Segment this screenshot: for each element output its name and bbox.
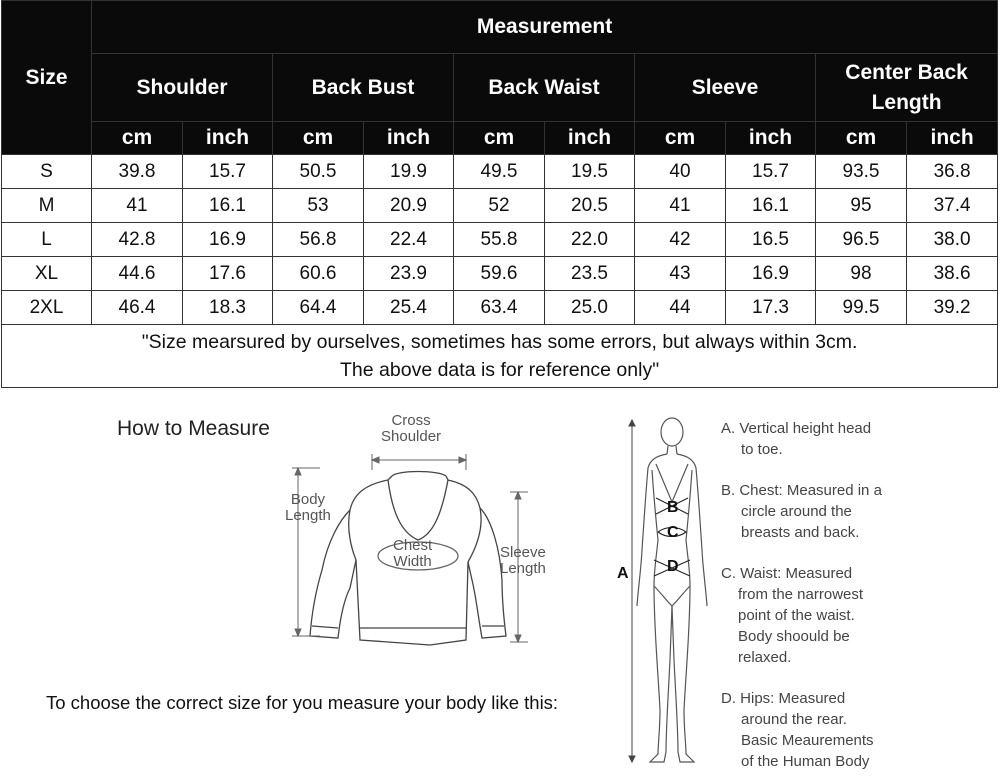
value-cell: 53 bbox=[273, 189, 364, 223]
unit-header-inch: inch bbox=[726, 122, 816, 155]
value-cell: 41 bbox=[92, 189, 183, 223]
column-header-back-bust: Back Bust bbox=[273, 54, 454, 122]
value-cell: 50.5 bbox=[273, 155, 364, 189]
value-cell: 17.6 bbox=[183, 257, 273, 291]
chest-width-label: Chest Width bbox=[393, 537, 433, 570]
value-cell: 44.6 bbox=[92, 257, 183, 291]
value-cell: 39.2 bbox=[907, 291, 998, 325]
column-header-center-back-length: Center Back Length bbox=[816, 54, 998, 122]
size-cell: L bbox=[2, 223, 92, 257]
value-cell: 55.8 bbox=[454, 223, 545, 257]
how-to-measure-title: How to Measure bbox=[117, 417, 270, 440]
value-cell: 93.5 bbox=[816, 155, 907, 189]
unit-header-cm: cm bbox=[635, 122, 726, 155]
value-cell: 96.5 bbox=[816, 223, 907, 257]
value-cell: 16.9 bbox=[183, 223, 273, 257]
table-row bbox=[2, 223, 998, 257]
value-cell: 56.8 bbox=[273, 223, 364, 257]
body-figure-illustration bbox=[620, 410, 710, 782]
value-cell: 25.0 bbox=[545, 291, 635, 325]
table-row bbox=[2, 291, 998, 325]
value-cell: 49.5 bbox=[454, 155, 545, 189]
column-header-shoulder: Shoulder bbox=[92, 54, 273, 122]
description-a: A. Vertical height head to toe. bbox=[721, 420, 872, 458]
disclaimer-line-1: "Size mearsured by ourselves, sometimes has some errors, but always within 3cm. bbox=[141, 331, 858, 353]
value-cell: 15.7 bbox=[726, 155, 816, 189]
value-cell: 16.5 bbox=[726, 223, 816, 257]
figure-letter-c: C bbox=[667, 524, 679, 541]
unit-header-cm: cm bbox=[92, 122, 183, 155]
unit-header-inch: inch bbox=[545, 122, 635, 155]
value-cell: 25.4 bbox=[364, 291, 454, 325]
figure-letter-a: A bbox=[617, 565, 629, 582]
value-cell: 19.5 bbox=[545, 155, 635, 189]
value-cell: 98 bbox=[816, 257, 907, 291]
size-cell: M bbox=[2, 189, 92, 223]
value-cell: 37.4 bbox=[907, 189, 998, 223]
value-cell: 46.4 bbox=[92, 291, 183, 325]
size-cell: S bbox=[2, 155, 92, 189]
unit-header-cm: cm bbox=[816, 122, 907, 155]
value-cell: 17.3 bbox=[726, 291, 816, 325]
size-cell: XL bbox=[2, 257, 92, 291]
description-d: D. Hips: Measured around the rear. Basic Meaurements of the Human Body bbox=[721, 690, 874, 770]
value-cell: 16.1 bbox=[183, 189, 273, 223]
value-cell: 52 bbox=[454, 189, 545, 223]
value-cell: 19.9 bbox=[364, 155, 454, 189]
figure-letter-d: D bbox=[667, 558, 679, 575]
value-cell: 23.5 bbox=[545, 257, 635, 291]
value-cell: 38.6 bbox=[907, 257, 998, 291]
value-cell: 20.5 bbox=[545, 189, 635, 223]
size-cell: 2XL bbox=[2, 291, 92, 325]
value-cell: 23.9 bbox=[364, 257, 454, 291]
value-cell: 16.9 bbox=[726, 257, 816, 291]
value-cell: 41 bbox=[635, 189, 726, 223]
measurement-header: Measurement bbox=[92, 1, 998, 54]
value-cell: 99.5 bbox=[816, 291, 907, 325]
size-header: Size bbox=[2, 1, 92, 155]
figure-letter-b: B bbox=[667, 499, 679, 516]
measure-instruction: To choose the correct size for you measure your body like this: bbox=[46, 692, 559, 713]
value-cell: 60.6 bbox=[273, 257, 364, 291]
description-b: B. Chest: Measured in a circle around the breasts and back. bbox=[721, 482, 882, 541]
value-cell: 63.4 bbox=[454, 291, 545, 325]
value-cell: 20.9 bbox=[364, 189, 454, 223]
unit-header-inch: inch bbox=[907, 122, 998, 155]
value-cell: 42.8 bbox=[92, 223, 183, 257]
value-cell: 22.4 bbox=[364, 223, 454, 257]
value-cell: 59.6 bbox=[454, 257, 545, 291]
unit-header-inch: inch bbox=[183, 122, 273, 155]
unit-header-cm: cm bbox=[273, 122, 364, 155]
value-cell: 16.1 bbox=[726, 189, 816, 223]
column-header-sleeve: Sleeve bbox=[635, 54, 816, 122]
sleeve-length-label: Sleeve Length bbox=[500, 544, 546, 577]
value-cell: 43 bbox=[635, 257, 726, 291]
disclaimer-note bbox=[2, 325, 998, 388]
table-row bbox=[2, 155, 998, 189]
value-cell: 40 bbox=[635, 155, 726, 189]
disclaimer-line-2: The above data is for reference only" bbox=[340, 359, 660, 381]
value-cell: 39.8 bbox=[92, 155, 183, 189]
value-cell: 22.0 bbox=[545, 223, 635, 257]
cross-shoulder-label: Cross Shoulder bbox=[381, 412, 442, 445]
value-cell: 95 bbox=[816, 189, 907, 223]
unit-header-inch: inch bbox=[364, 122, 454, 155]
value-cell: 36.8 bbox=[907, 155, 998, 189]
value-cell: 44 bbox=[635, 291, 726, 325]
value-cell: 18.3 bbox=[183, 291, 273, 325]
unit-header-cm: cm bbox=[454, 122, 545, 155]
table-row bbox=[2, 189, 998, 223]
value-cell: 42 bbox=[635, 223, 726, 257]
value-cell: 64.4 bbox=[273, 291, 364, 325]
body-length-label: Body Length bbox=[285, 491, 331, 524]
column-header-back-waist: Back Waist bbox=[454, 54, 635, 122]
size-chart-table bbox=[1, 0, 998, 388]
value-cell: 15.7 bbox=[183, 155, 273, 189]
table-row bbox=[2, 257, 998, 291]
description-c: C. Waist: Measured from the narrowest point of the waist. Body shoould be relaxed. bbox=[721, 565, 864, 666]
value-cell: 38.0 bbox=[907, 223, 998, 257]
